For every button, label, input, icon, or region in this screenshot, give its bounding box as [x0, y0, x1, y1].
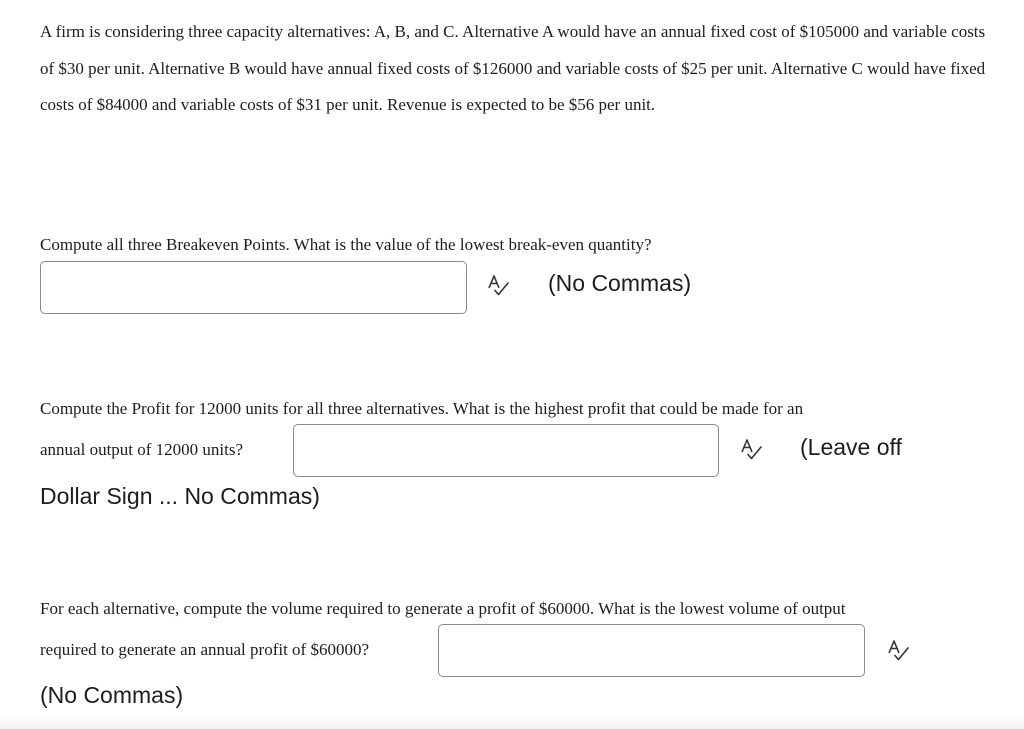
question-2-answer-input[interactable]	[293, 424, 719, 477]
question-2-note-part2: Dollar Sign ... No Commas)	[40, 483, 320, 509]
question-3-answer-input[interactable]	[438, 624, 865, 677]
question-1-note: (No Commas)	[548, 270, 692, 296]
question-3-note: (No Commas)	[40, 682, 184, 708]
question-3-prompt-line2: required to generate an annual profit of $60000?	[40, 640, 370, 659]
question-2-prompt-line2: annual output of 12000 units?	[40, 440, 244, 459]
question-3-prompt-line1: For each alternative, compute the volume required to generate a profit of $60000. What is the lowest volume of output	[40, 599, 846, 618]
question-2-note-part1: (Leave off	[800, 434, 902, 460]
spellcheck-icon[interactable]	[486, 273, 510, 297]
spellcheck-icon[interactable]	[886, 638, 910, 662]
problem-statement: A firm is considering three capacity alternatives: A, B, and C. Alternative A would have an annual fixed cost of $105000 and variable costs of $30 per unit. Alternative B would have annual fixed costs of $126000 and variable costs of $25 per unit. Alternative C would have fixed costs of $84000 and variable costs of $31 per unit. Revenue is expected to be $56 per unit.	[40, 22, 986, 114]
spellcheck-icon[interactable]	[739, 437, 763, 461]
question-1-prompt: Compute all three Breakeven Points. What is the value of the lowest break-even quantity?	[40, 235, 652, 254]
question-2-prompt-line1: Compute the Profit for 12000 units for all three alternatives. What is the highest profit that could be made for an	[40, 399, 804, 418]
question-1-answer-input[interactable]	[40, 261, 467, 314]
bottom-edge-shadow	[0, 715, 1024, 729]
